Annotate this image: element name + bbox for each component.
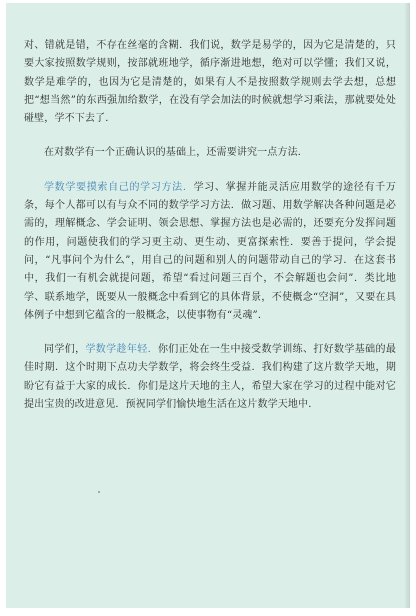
paragraph-1-text: 对、错就是错，不存在丝毫的含糊．我们说，数学是易学的，因为它是清楚的，只要大家按照数学规则，按部就班地学，循序渐进地想，绝对可以学懂；我们又说，数学是难学的，也因为它是清楚的，如果有人不是按照数学规则去学去想，总想把“想当然”的东西强加给数学，在没有学会加法的时候就想学习乘法，那就要处处碰壁，学不下去了． <box>24 40 396 125</box>
paragraph-learning-method <box>24 179 396 325</box>
paragraph-4-text: 你们正处在一生中接受数学训练、打好数学基础的最佳时期．这个时期下点功夫学数学，将会终生受益．我们构建了这片数学天地，期盼它有益于大家的成长．你们是这片天地的主人，希望大家在学习的过程中能对它提出宝贵的改进意见．预祝同学们愉快地生活在这片数学天地中． <box>24 344 396 411</box>
paper-speck <box>98 491 100 493</box>
paragraph-4-lead: 同学们， <box>44 344 86 356</box>
paragraph-2-text: 在对数学有一个正确认识的基础上，还需要讲究一点方法． <box>44 147 308 159</box>
paragraph-method-intro <box>24 144 396 162</box>
paragraph-3-text: 学习、掌握并能灵活应用数学的途径有千万条，每个人都可以有与众不同的数学学习方法．做习题、用数学解决各种问题是必需的，理解概念、学会证明、领会思想、掌握方法也是必需的，还要充分发挥问题的作用，问题使我们的学习更主动、更生动、更富探索性．要善于提问，学会提问，“凡事问个为什么”，用自己的问题和别人的问题带动自己的学习．在这套书中，我们一有机会就提问题，希望“看过问题三百个，不会解题也会问”．类比地学、联系地学，既要从一般概念中看到它的具体背景，不使概念“空洞”，又要在具体例子中想到它蕴含的一般概念，以使事物有“灵魂”． <box>24 181 396 321</box>
book-page <box>6 3 410 608</box>
highlight-learning-method: 学数学要摸索自己的学习方法． <box>44 181 194 193</box>
paragraph-math-clarity <box>24 37 396 128</box>
highlight-learn-young: 学数学趁年轻． <box>85 344 158 356</box>
paragraph-learn-young <box>24 341 396 414</box>
